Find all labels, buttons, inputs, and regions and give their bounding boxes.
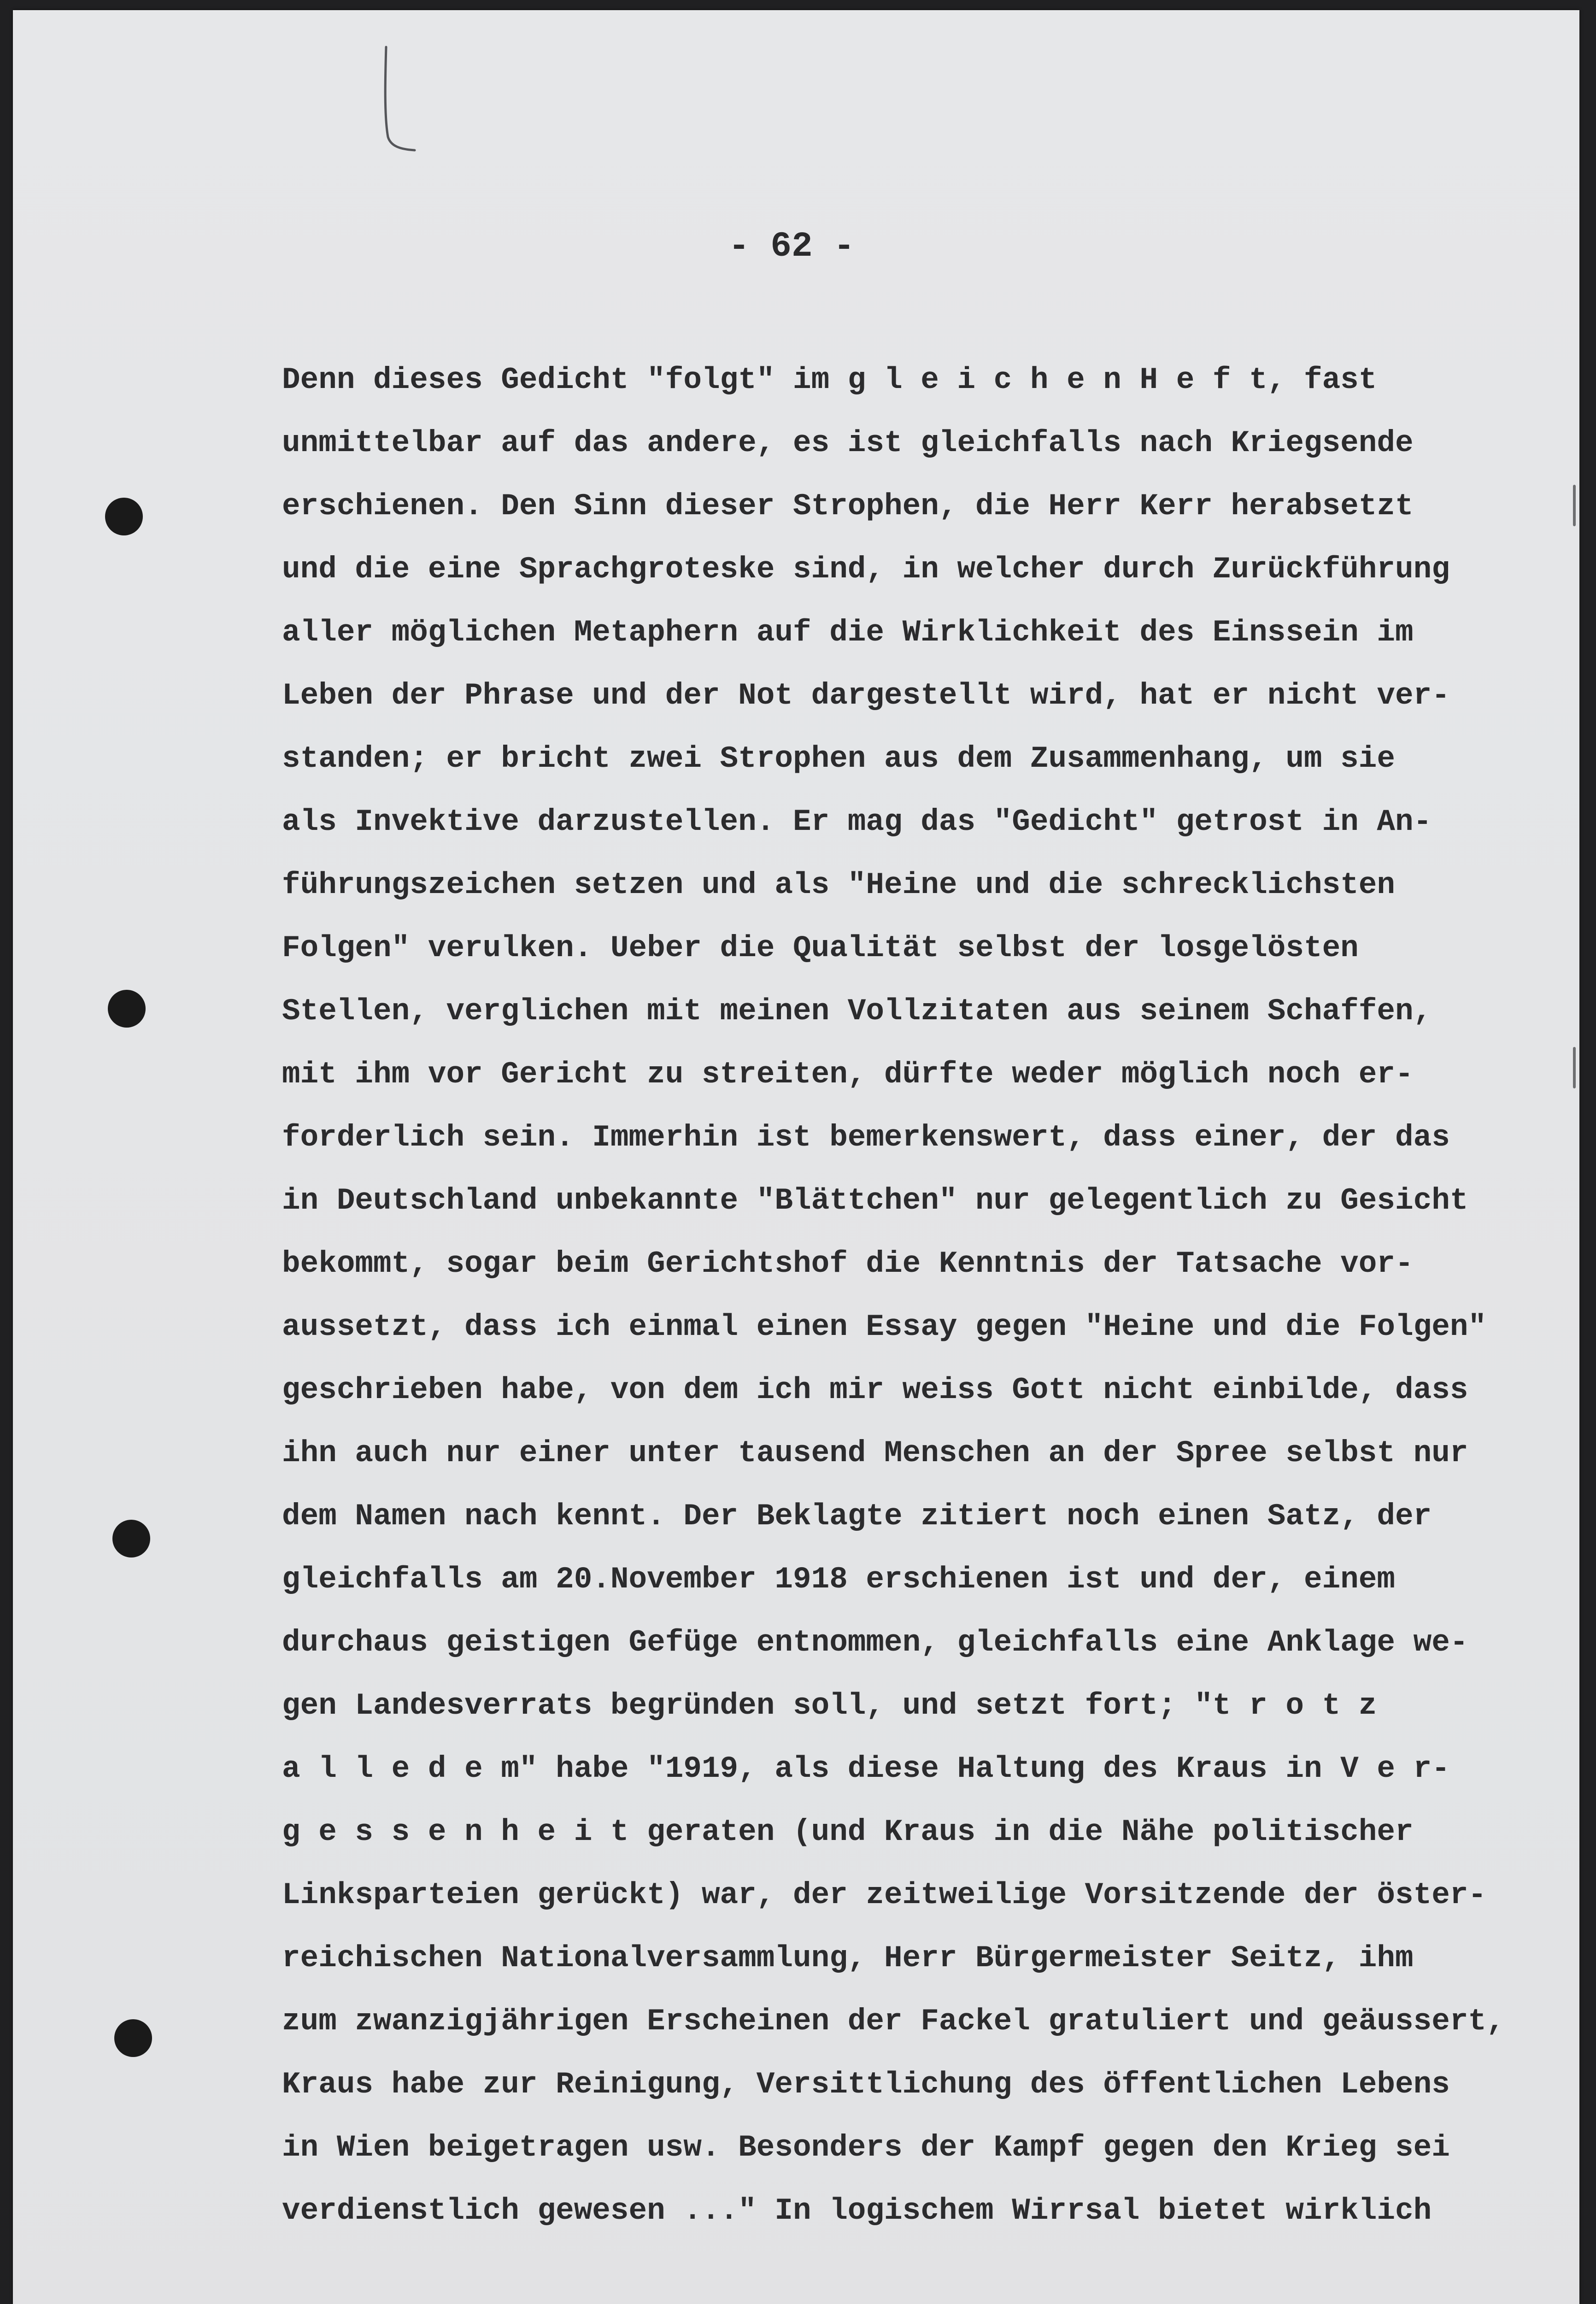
text-line-22: gen Landesverrats begründen soll, und setzt fort; "t r o t z (282, 1688, 1377, 1723)
text-line-2: unmittelbar auf das andere, es ist gleichfalls nach Kriegsende (282, 426, 1414, 460)
text-line-24: g e s s e n h e i t geraten (und Kraus in die Nähe politischer (282, 1815, 1414, 1849)
edge-mark (1573, 485, 1576, 526)
text-line-27: zum zwanzigjährigen Erscheinen der Fackel gratuliert und geäussert, (282, 2004, 1505, 2039)
text-line-20: gleichfalls am 20.November 1918 erschienen ist und der, einem (282, 1562, 1395, 1597)
punch-hole (114, 2019, 152, 2057)
text-line-5: aller möglichen Metaphern auf die Wirklichkeit des Einssein im (282, 615, 1414, 650)
text-line-14: in Deutschland unbekannte "Blättchen" nur gelegentlich zu Gesicht (282, 1183, 1468, 1218)
text-line-25: Linksparteien gerückt) war, der zeitweilige Vorsitzende der öster- (282, 1878, 1487, 1912)
text-line-21: durchaus geistigen Gefüge entnommen, gleichfalls eine Anklage we- (282, 1625, 1468, 1660)
text-line-12: mit ihm vor Gericht zu streiten, dürfte weder möglich noch er- (282, 1057, 1414, 1092)
edge-mark (1573, 1047, 1576, 1088)
text-line-13: forderlich sein. Immerhin ist bemerkenswert, dass einer, der das (282, 1120, 1450, 1155)
text-line-28: Kraus habe zur Reinigung, Versittlichung des öffentlichen Lebens (282, 2067, 1450, 2102)
text-line-23: a l l e d e m" habe "1919, als diese Haltung des Kraus in V e r- (282, 1752, 1450, 1786)
text-line-19: dem Namen nach kennt. Der Beklagte zitiert noch einen Satz, der (282, 1499, 1432, 1534)
text-line-7: standen; er bricht zwei Strophen aus dem Zusammenhang, um sie (282, 741, 1395, 776)
text-line-16: aussetzt, dass ich einmal einen Essay gegen "Heine und die Folgen" (282, 1310, 1487, 1344)
punch-hole (112, 1520, 150, 1558)
text-line-1: Denn dieses Gedicht "folgt" im g l e i c h e n H e f t, fast (282, 363, 1377, 397)
pencil-mark-icon (372, 42, 428, 162)
punch-hole (105, 498, 143, 535)
text-line-15: bekommt, sogar beim Gerichtshof die Kenntnis der Tatsache vor- (282, 1246, 1414, 1281)
text-line-26: reichischen Nationalversammlung, Herr Bürgermeister Seitz, ihm (282, 1941, 1414, 1975)
punch-hole (108, 990, 146, 1028)
text-line-3: erschienen. Den Sinn dieser Strophen, die Herr Kerr herabsetzt (282, 489, 1414, 523)
text-line-6: Leben der Phrase und der Not dargestellt wird, hat er nicht ver- (282, 678, 1450, 713)
text-line-30: verdienstlich gewesen ..." In logischem Wirrsal bietet wirklich (282, 2193, 1432, 2228)
text-line-4: und die eine Sprachgroteske sind, in welcher durch Zurückführung (282, 552, 1450, 587)
text-line-11: Stellen, verglichen mit meinen Vollzitaten aus seinem Schaffen, (282, 994, 1432, 1029)
text-line-17: geschrieben habe, von dem ich mir weiss Gott nicht einbilde, dass (282, 1373, 1468, 1407)
text-line-10: Folgen" verulken. Ueber die Qualität selbst der losgelösten (282, 931, 1359, 965)
text-line-18: ihn auch nur einer unter tausend Menschen an der Spree selbst nur (282, 1436, 1468, 1470)
text-line-9: führungszeichen setzen und als "Heine und die schrecklichsten (282, 868, 1395, 902)
text-line-8: als Invektive darzustellen. Er mag das "Gedicht" getrost in An- (282, 805, 1432, 839)
text-line-29: in Wien beigetragen usw. Besonders der Kampf gegen den Krieg sei (282, 2130, 1450, 2165)
typed-page (13, 10, 1579, 2304)
page-number: - 62 - (728, 227, 855, 266)
